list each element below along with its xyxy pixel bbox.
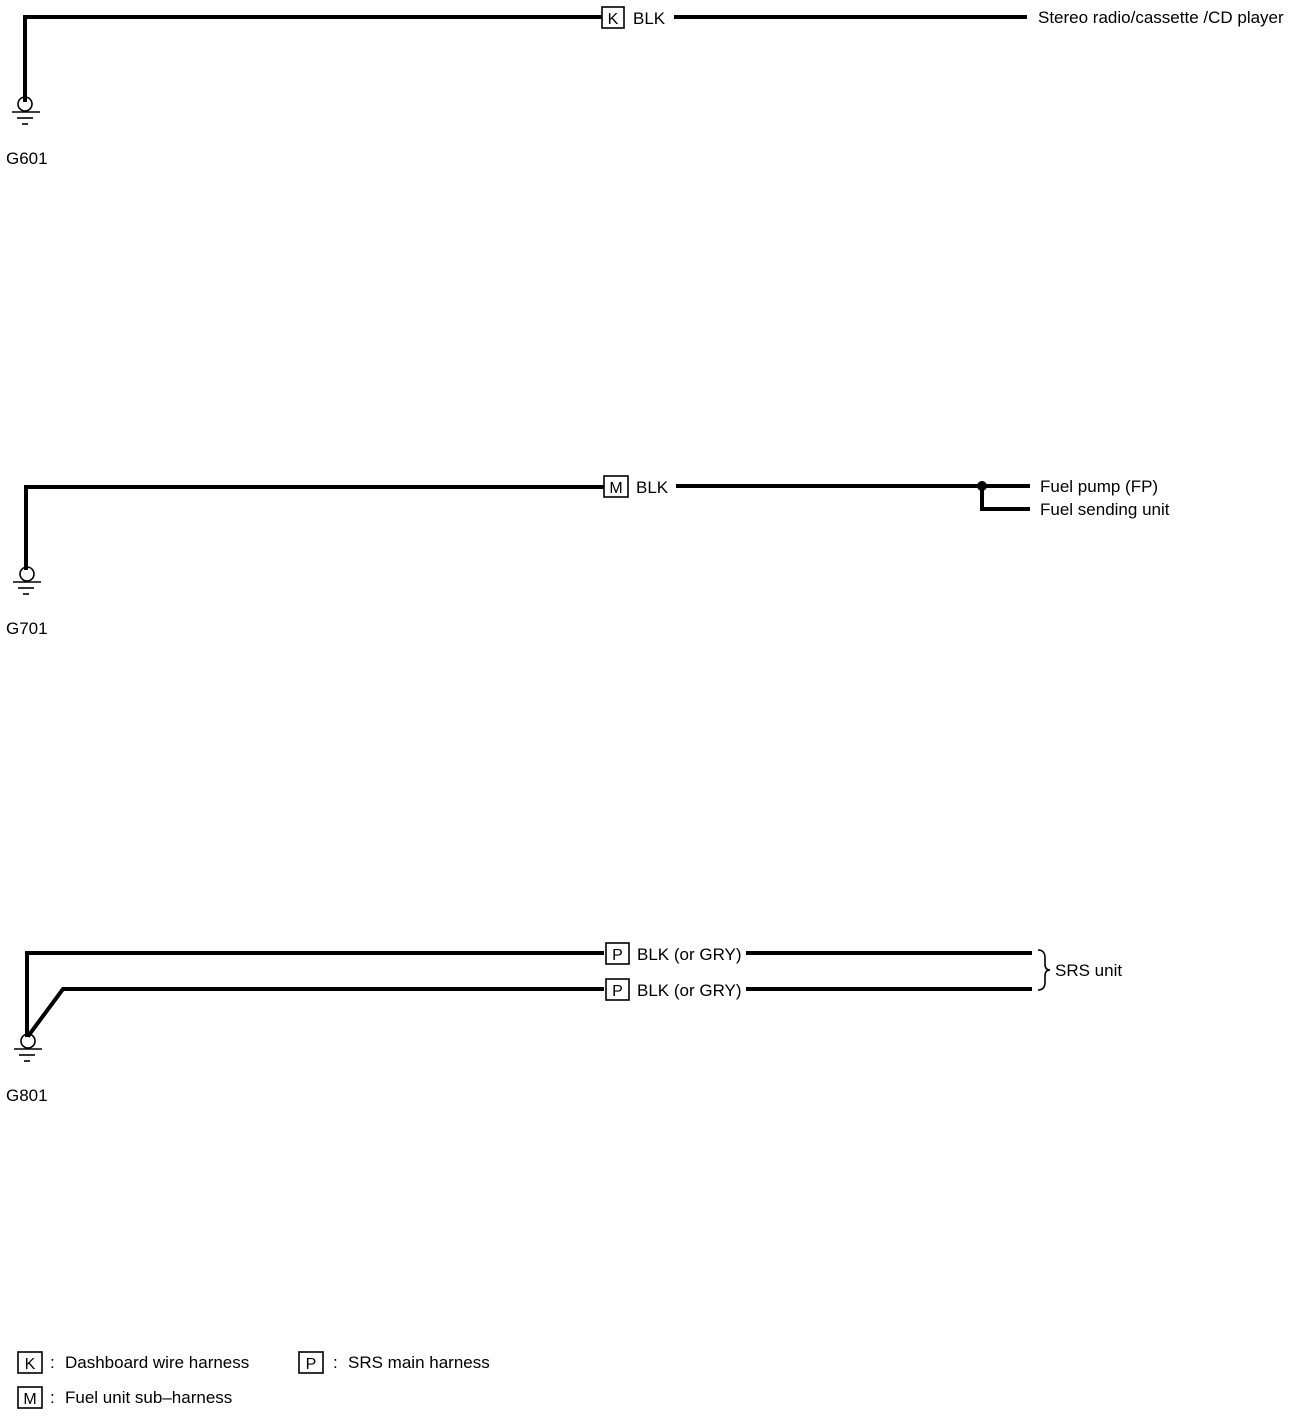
- connector-code: P: [612, 947, 623, 964]
- legend-code: M: [23, 1391, 37, 1408]
- brace-srs: [1038, 950, 1050, 990]
- legend-code: K: [24, 1356, 36, 1373]
- connector-p-lower: [606, 979, 629, 1000]
- circuit-g801: [6, 943, 1122, 1105]
- legend-separator: :: [50, 1353, 55, 1372]
- ground-label-g601: G601: [6, 149, 48, 168]
- wire-g801-lower: [29, 989, 602, 1035]
- wire-g701-ground-to-connector: [26, 487, 602, 568]
- connector-k-g601: [602, 7, 624, 28]
- connector-code: K: [607, 11, 619, 28]
- connector-code: P: [612, 983, 623, 1000]
- legend-separator: :: [50, 1388, 55, 1407]
- legend-separator: :: [333, 1353, 338, 1372]
- wire-to-fuel-sending-unit: [982, 486, 1028, 509]
- destination-fuel-sending-unit: Fuel sending unit: [1040, 500, 1170, 519]
- ground-label-g801: G801: [6, 1086, 48, 1105]
- ground-symbol-g801: [14, 1034, 42, 1061]
- ground-label-g701: G701: [6, 619, 48, 638]
- connector-p-upper: [606, 943, 629, 964]
- legend-code: P: [305, 1356, 317, 1373]
- legend-description: SRS main harness: [348, 1353, 490, 1372]
- circuit-g701: [6, 476, 1170, 638]
- destination-fuel-pump: Fuel pump (FP): [1040, 477, 1159, 496]
- legend: [18, 1352, 490, 1408]
- wire-g601-ground-to-connector: [25, 17, 600, 100]
- connector-code: M: [609, 480, 623, 497]
- legend-description: Dashboard wire harness: [65, 1353, 250, 1372]
- connector-m-g701: [604, 476, 628, 497]
- wire-color-g801-upper: BLK (or GRY): [637, 945, 742, 964]
- legend-item-k: [18, 1352, 249, 1373]
- wire-color-g801-lower: BLK (or GRY): [637, 981, 742, 1000]
- wire-g801-upper: [27, 953, 602, 1035]
- circuit-g601: [6, 7, 1284, 168]
- legend-item-m: [18, 1387, 232, 1408]
- wire-color-g601: BLK: [633, 9, 666, 28]
- ground-symbol-g701: [13, 567, 41, 594]
- destination-srs-unit: SRS unit: [1055, 961, 1123, 980]
- legend-item-p: [299, 1352, 490, 1373]
- wire-color-g701: BLK: [636, 478, 669, 497]
- legend-description: Fuel unit sub–harness: [65, 1388, 233, 1407]
- destination-stereo: Stereo radio/cassette /CD player: [1038, 8, 1284, 27]
